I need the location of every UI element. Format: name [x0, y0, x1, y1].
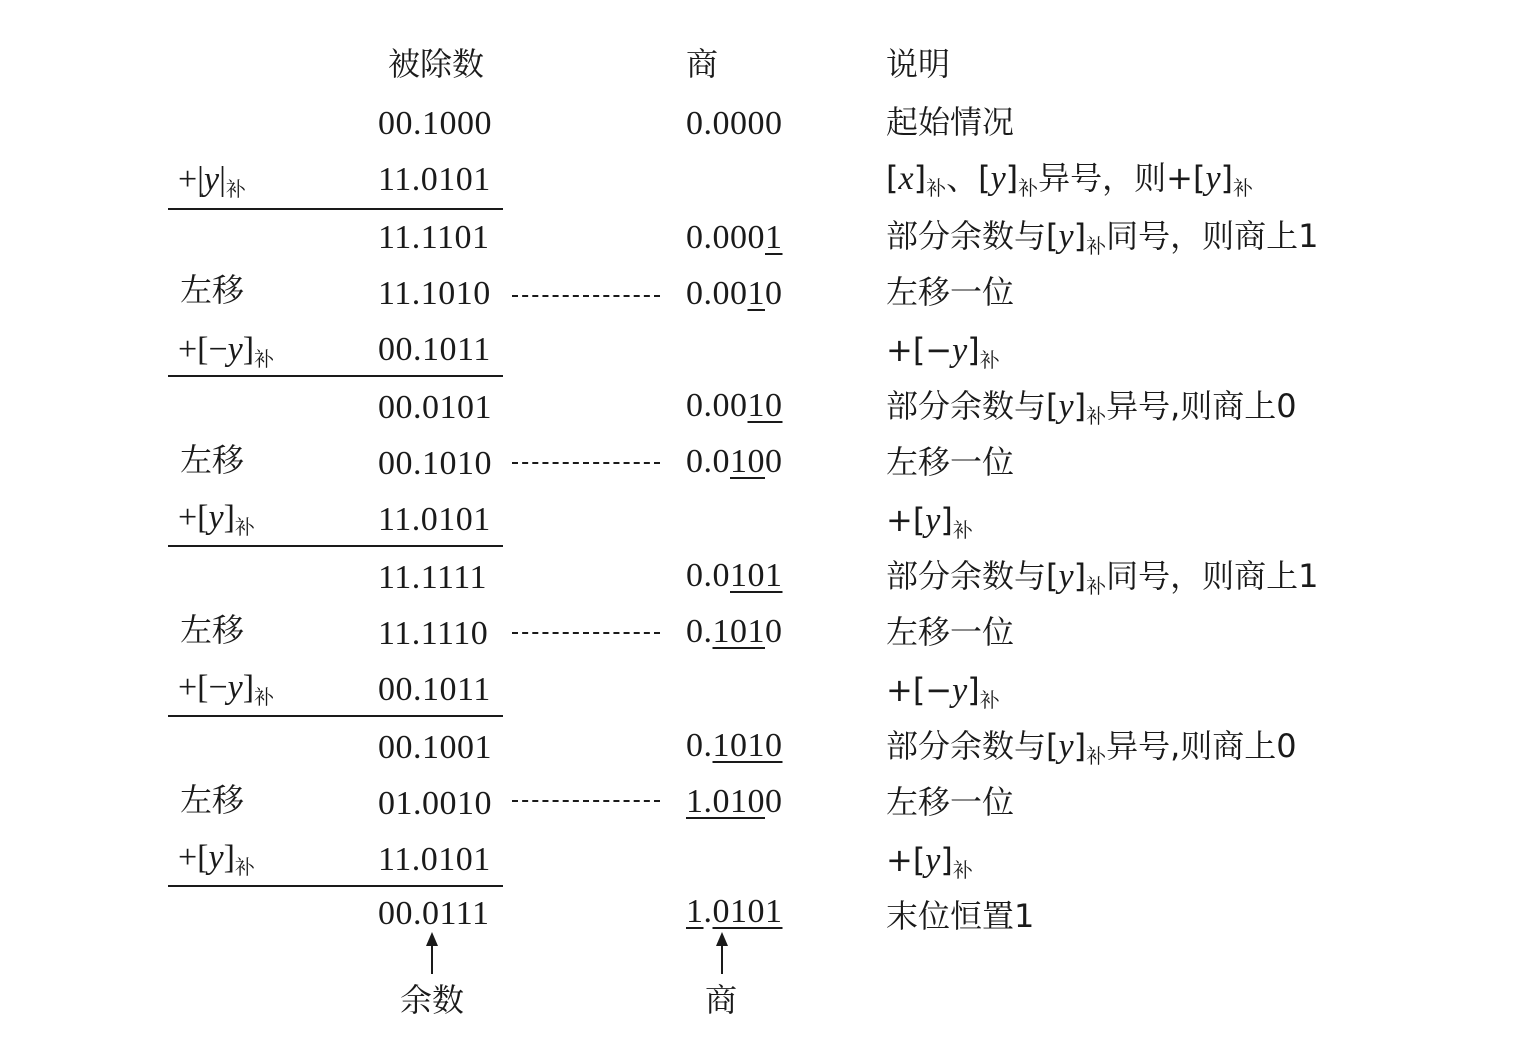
shift-dashed-line: [512, 632, 660, 634]
shift-dashed-line: [512, 295, 660, 297]
dividend-value: 11.1101: [378, 219, 490, 256]
dividend-value: 11.1110: [378, 615, 489, 652]
header-explanation: 说明: [886, 45, 951, 83]
header-dividend: 被除数: [388, 45, 485, 83]
dividend-value: 01.0010: [378, 785, 492, 822]
quotient-value: 0.1010: [686, 727, 783, 764]
sum-rule: [168, 885, 503, 887]
row-operation: 左移: [180, 781, 245, 819]
row-explanation: 部分余数与$[y]_补$异号,则商上0: [886, 727, 1297, 768]
sum-rule: [168, 545, 503, 547]
row-operation: $+[y]_补$: [178, 499, 255, 539]
row-explanation: 左移一位: [886, 783, 1015, 821]
row-explanation: $+[y]_补$: [886, 501, 973, 542]
quotient-label: 商: [705, 981, 738, 1019]
sum-rule: [168, 208, 503, 210]
quotient-value: 0.0001: [686, 219, 783, 256]
quotient-value: 0.0010: [686, 387, 783, 424]
row-explanation: $[x]_补$、$[y]_补$异号，则$+[y]_补$: [886, 159, 1254, 200]
quotient-value: 0.0010: [686, 275, 783, 312]
row-explanation: 起始情况: [886, 103, 1015, 141]
quotient-value: 1.0101: [686, 893, 783, 930]
dividend-value: 00.0111: [378, 895, 490, 932]
quotient-value: 0.0101: [686, 557, 783, 594]
dividend-value: 00.1011: [378, 671, 491, 708]
dividend-value: 11.1010: [378, 275, 491, 312]
row-explanation: $+[y]_补$: [886, 841, 973, 882]
arrow-shaft: [431, 944, 433, 974]
row-explanation: 左移一位: [886, 613, 1015, 651]
row-operation: $+[-y]_补$: [178, 331, 275, 371]
shift-dashed-line: [512, 462, 660, 464]
header-quotient: 商: [686, 45, 719, 83]
dividend-value: 00.0101: [378, 389, 492, 426]
dividend-value: 11.0101: [378, 841, 491, 878]
sum-rule: [168, 715, 503, 717]
row-explanation: $+[-y]_补$: [886, 671, 1000, 712]
dividend-value: 11.0101: [378, 161, 491, 198]
dividend-value: 00.1000: [378, 105, 492, 142]
row-explanation: 左移一位: [886, 443, 1015, 481]
row-explanation: $+[-y]_补$: [886, 331, 1000, 372]
dividend-value: 11.1111: [378, 559, 487, 596]
row-explanation: 部分余数与$[y]_补$异号,则商上0: [886, 387, 1297, 428]
dividend-value: 00.1011: [378, 331, 491, 368]
dividend-value: 00.1010: [378, 445, 492, 482]
row-operation: $+[y]_补$: [178, 839, 255, 879]
shift-dashed-line: [512, 800, 660, 802]
row-explanation: 部分余数与$[y]_补$同号，则商上1: [886, 217, 1319, 258]
row-operation: 左移: [180, 611, 245, 649]
row-operation: $+|y|_补$: [178, 161, 246, 201]
row-explanation: 左移一位: [886, 273, 1015, 311]
row-operation: $+[-y]_补$: [178, 669, 275, 709]
dividend-value: 00.1001: [378, 729, 492, 766]
arrow-shaft: [721, 944, 723, 974]
row-explanation: 部分余数与$[y]_补$同号，则商上1: [886, 557, 1319, 598]
quotient-value: 0.1010: [686, 613, 783, 650]
row-operation: 左移: [180, 441, 245, 479]
row-operation: 左移: [180, 271, 245, 309]
dividend-value: 11.0101: [378, 501, 491, 538]
quotient-value: 0.0100: [686, 443, 783, 480]
remainder-label: 余数: [400, 981, 465, 1019]
row-explanation: 末位恒置1: [886, 897, 1035, 935]
sum-rule: [168, 375, 503, 377]
quotient-value: 0.0000: [686, 105, 783, 142]
quotient-value: 1.0100: [686, 783, 783, 820]
